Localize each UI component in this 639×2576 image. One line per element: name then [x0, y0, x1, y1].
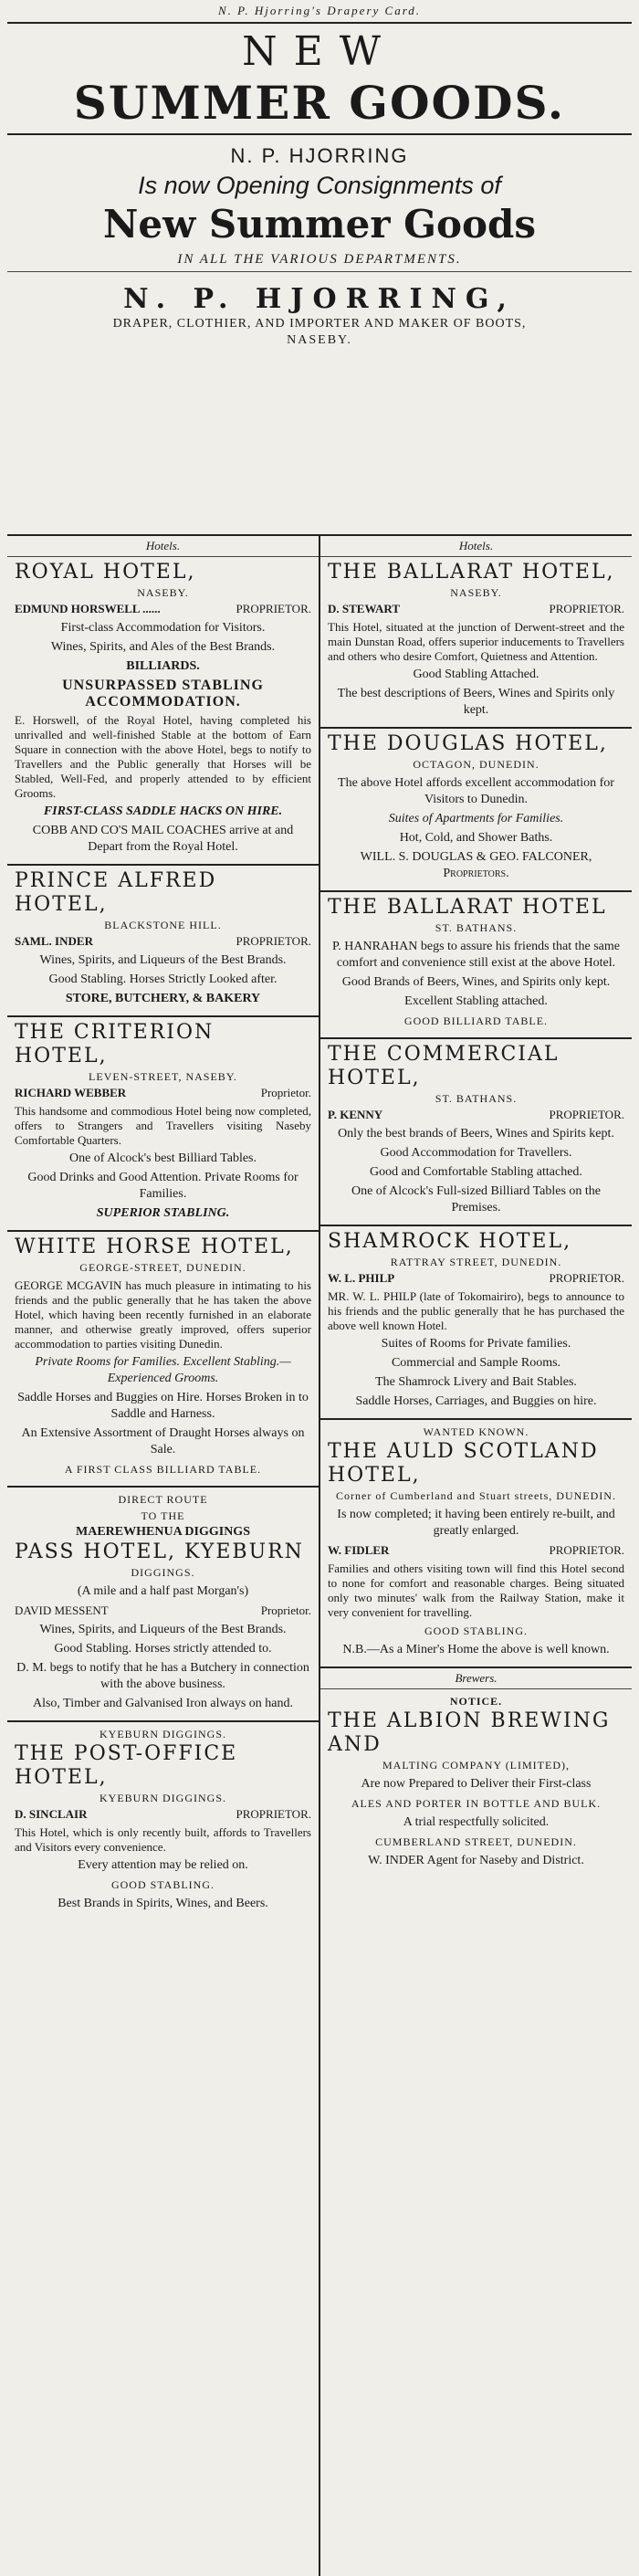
ad-title: THE DOUGLAS HOTEL, [328, 732, 608, 755]
ad-commercial-hotel [320, 1039, 632, 1226]
ad-post-office-hotel [7, 1722, 319, 1920]
right-column [320, 534, 632, 2576]
ad-line: Good and Comfortable Stabling attached. [370, 1165, 582, 1179]
ad-subtitle: ST. BATHANS. [435, 1092, 518, 1105]
ad-line: (A mile and a half past Morgan's) [77, 1584, 249, 1598]
ad-paragraph: MR. W. L. PHILP (late of Tokomairiro), begs to announce to his friends and the public generally that he has purchased the above well known Hotel. [328, 1289, 624, 1332]
advert-columns [7, 534, 632, 2576]
proprietor-name: D. SINCLAIR [15, 1807, 88, 1821]
town-line: NASEBY. [287, 333, 352, 347]
proprietor-line [15, 933, 311, 950]
ad-title: THE BALLARAT HOTEL, [328, 561, 615, 584]
ad-line: Are now Prepared to Deliver their First-class [361, 1777, 592, 1791]
ad-line: Saddle Horses and Buggies on Hire. Horses Broken in to Saddle and Harness. [17, 1391, 309, 1421]
ad-subtitle: RATTRAY STREET, DUNEDIN. [390, 1256, 562, 1268]
ad-line: Good Stabling Attached. [413, 668, 539, 681]
proprietor-name: RICHARD WEBBER [15, 1086, 127, 1099]
ad-preline: WANTED KNOWN. [423, 1425, 529, 1438]
ad-prince-alfred-hotel [7, 866, 319, 1017]
left-column [7, 534, 319, 2576]
ad-paragraph: GEORGE MCGAVIN has much pleasure in intimating to his friends and the public generally that he has taken the above Hotel, which having been recently furnished in an elaborate manner, and otherwise greatly improved, offers superior accommodation to parties visiting Dunedin. [15, 1278, 311, 1351]
ad-preline: TO THE [141, 1509, 185, 1522]
proprietor-name: W. FIDLER [328, 1543, 390, 1557]
proprietor-role: PROPRIETOR. [549, 1108, 624, 1121]
ad-subtitle: MALTING COMPANY (LIMITED), [382, 1759, 570, 1772]
ad-line: An Extensive Assortment of Draught Horses always on Sale. [21, 1426, 305, 1456]
ad-line: WILL. S. DOUGLAS & GEO. FALCONER, Proprietors. [360, 850, 592, 880]
proprietor-role: PROPRIETOR. [236, 934, 311, 948]
ad-line: Excellent Stabling attached. [404, 994, 548, 1008]
ad-title: WHITE HORSE HOTEL, [15, 1235, 294, 1258]
proprietor-role: PROPRIETOR. [549, 1271, 624, 1285]
ad-preline: DIRECT ROUTE [118, 1493, 208, 1506]
ad-subtitle: ST. BATHANS. [435, 921, 518, 934]
ad-line: Is now completed; it having been entirely re-built, and greatly enlarged. [337, 1508, 615, 1538]
ad-line: Hot, Cold, and Shower Baths. [399, 831, 553, 845]
ad-preline: NOTICE. [449, 1695, 503, 1708]
ad-line: SUPERIOR STABLING. [96, 1206, 230, 1220]
proprietor-line [328, 1107, 624, 1123]
headline-new: NEW [242, 28, 397, 75]
ad-line: N.B.—As a Miner's Home the above is well known. [342, 1643, 610, 1656]
proprietor-name: SAML. INDER [15, 934, 93, 948]
ad-title: ROYAL HOTEL, [15, 561, 196, 584]
ad-criterion-hotel [7, 1017, 319, 1232]
proprietor-role: PROPRIETOR. [549, 602, 624, 615]
ad-paragraph: E. Horswell, of the Royal Hotel, having completed his unrivalled and well-finished Stable at the bottom of Earn Square in connection with the above Hotel, begs to notify to Travellers and the Public generally that Horses will be Stabled, Well-Fed, and properly attended to by efficient Grooms. [15, 713, 311, 800]
trade-line: DRAPER, CLOTHIER, AND IMPORTER AND MAKER OF BOOTS, [112, 317, 527, 331]
proprietor-role: Proprietor. [260, 1086, 311, 1099]
ad-line: First-class Accommodation for Visitors. [60, 621, 266, 635]
proprietor-line [328, 1542, 624, 1559]
ad-line: The Shamrock Livery and Bait Stables. [375, 1375, 577, 1389]
ad-line: STORE, BUTCHERY, & BAKERY [65, 992, 261, 1005]
ad-line: COBB AND CO'S MAIL COACHES arrive at and Depart from the Royal Hotel. [32, 824, 294, 854]
proprietor-name: DAVID MESSENT [15, 1603, 109, 1617]
ad-line: Also, Timber and Galvanised Iron always on hand. [32, 1697, 294, 1710]
ad-paragraph: This handsome and commodious Hotel being now completed, offers to Strangers and Travellers visiting Naseby Comfortable Quarters. [15, 1104, 311, 1147]
proprietor-line [15, 1603, 311, 1619]
ad-line: The above Hotel affords excellent accommodation for Visitors to Dunedin. [338, 776, 614, 806]
ad-line: Saddle Horses, Carriages, and Buggies on hire. [355, 1394, 597, 1408]
opening-line: Is now Opening Consignments of [138, 172, 501, 199]
divider [7, 22, 632, 24]
ad-title: THE COMMERCIAL HOTEL, [328, 1043, 560, 1089]
ad-subtitle: KYEBURN DIGGINGS. [100, 1792, 226, 1804]
ad-line: Good Brands of Beers, Wines, and Spirits only kept. [341, 975, 611, 989]
ad-line: Suites of Apartments for Families. [388, 812, 564, 825]
ad-line: Suites of Rooms for Private families. [381, 1337, 571, 1351]
ad-line: Wines, Spirits, and Liqueurs of the Best Brands. [39, 953, 287, 967]
ad-line: Good Drinks and Good Attention. Private Rooms for Families. [27, 1171, 299, 1201]
ad-line: Best Brands in Spirits, Wines, and Beers. [58, 1897, 268, 1910]
ad-line: One of Alcock's best Billiard Tables. [68, 1151, 257, 1165]
ad-preline: KYEBURN DIGGINGS. [100, 1728, 226, 1740]
ad-line: Good Stabling. Horses Strictly Looked after. [48, 973, 278, 986]
ad-title: THE AULD SCOTLAND HOTEL, [328, 1440, 599, 1487]
ad-line: Good Stabling. Horses strictly attended to. [54, 1642, 272, 1656]
proprietor-name: W. L. PHILP [328, 1271, 395, 1285]
divider [7, 133, 632, 135]
section-hotels: Hotels. [7, 536, 319, 557]
ad-paragraph: This Hotel, which is only recently built, affords to Travellers and Visitors every convenience. [15, 1825, 311, 1854]
ad-preline: MAEREWHENUA DIGGINGS [76, 1525, 250, 1539]
ad-auld-scotland-hotel [320, 1420, 632, 1668]
ad-pass-hotel [7, 1488, 319, 1722]
top-tag: N. P. Hjorring's Drapery Card. [217, 4, 422, 17]
proprietor-role: Proprietor. [260, 1603, 311, 1617]
ad-line: D. M. begs to notify that he has a Butchery in connection with the above business. [16, 1661, 309, 1691]
ad-albion-brewing [320, 1689, 632, 1877]
proprietor-line [15, 601, 311, 617]
divider [7, 271, 632, 272]
ad-ballarat-hotel-naseby [320, 557, 632, 729]
proprietor-name: EDMUND HORSWELL ...... [15, 602, 161, 615]
ad-title: PRINCE ALFRED HOTEL, [15, 869, 217, 916]
ad-line: Good Accommodation for Travellers. [380, 1146, 572, 1160]
ad-line: GOOD STABLING. [110, 1878, 215, 1891]
ad-line: P. HANRAHAN begs to assure his friends that the same comfort and convenience still exist at the above Hotel. [332, 940, 620, 970]
ad-title: SHAMROCK HOTEL, [328, 1230, 572, 1253]
ad-line: GOOD STABLING. [424, 1624, 529, 1637]
ad-line: W. INDER Agent for Naseby and District. [368, 1854, 584, 1867]
proprietor-role: PROPRIETOR. [236, 602, 311, 615]
departments-line: IN ALL THE VARIOUS DEPARTMENTS. [177, 252, 462, 267]
ad-line: The best descriptions of Beers, Wines and Spirits only kept. [337, 687, 615, 717]
ad-subtitle: DIGGINGS. [131, 1566, 195, 1579]
ad-line: ALES AND PORTER IN BOTTLE AND BULK. [351, 1797, 602, 1810]
ad-paragraph: Families and others visiting town will find this Hotel second to none for comfort and reasonable charges. Being situated only two minutes' walk from the Railway Station, make it very convenient for travelling. [328, 1561, 624, 1619]
section-brewers: Brewers. [320, 1668, 632, 1689]
proprietor-line [15, 1085, 311, 1101]
ad-line: Private Rooms for Families. Excellent Stabling.—Experienced Grooms. [35, 1355, 291, 1385]
ad-title: THE CRITERION HOTEL, [15, 1021, 215, 1067]
new-summer-goods: New Summer Goods [102, 202, 537, 247]
ad-line: Only the best brands of Beers, Wines and Spirits kept. [338, 1127, 614, 1141]
proprietor-role: PROPRIETOR. [549, 1543, 624, 1557]
ad-line: GOOD BILLIARD TABLE. [403, 1015, 549, 1027]
ad-title: PASS HOTEL, KYEBURN [15, 1540, 304, 1563]
ad-subtitle: NASEBY. [450, 586, 502, 599]
ad-paragraph: This Hotel, situated at the junction of Derwent-street and the main Dunstan Road, offers superior inducements to Travellers and others who desire Comfort, Quietness and Attention. [328, 620, 624, 663]
proprietor-line [328, 1270, 624, 1287]
ad-line: BILLIARDS. [126, 659, 200, 673]
ad-douglas-hotel [320, 729, 632, 892]
ad-subtitle: BLACKSTONE HILL. [104, 919, 222, 931]
ad-subtitle: OCTAGON, DUNEDIN. [413, 758, 539, 771]
ad-line: FIRST-CLASS SADDLE HACKS ON HIRE. [43, 804, 283, 818]
ad-title: THE BALLARAT HOTEL [328, 896, 607, 919]
ad-title: THE POST-OFFICE HOTEL, [15, 1742, 238, 1789]
ad-shamrock-hotel [320, 1226, 632, 1420]
ad-line: One of Alcock's Full-sized Billiard Tables on the Premises. [351, 1184, 602, 1214]
ad-subtitle: NASEBY. [137, 586, 189, 599]
proprietor-role: PROPRIETOR. [236, 1807, 311, 1821]
section-hotels: Hotels. [320, 536, 632, 557]
ad-line: UNSURPASSED STABLING ACCOMMODATION. [62, 678, 264, 710]
proprietor-name: D. STEWART [328, 602, 401, 615]
ad-line: Wines, Spirits, and Liqueurs of the Best Brands. [39, 1623, 287, 1636]
ad-title: THE ALBION BREWING AND [328, 1709, 611, 1756]
header [0, 0, 639, 348]
ad-ballarat-hotel-st-bathans [320, 892, 632, 1039]
proprietor-line [15, 1806, 311, 1823]
ad-line: Commercial and Sample Rooms. [391, 1356, 561, 1370]
ad-line: Every attention may be relied on. [78, 1858, 248, 1872]
proprietor-line [328, 601, 624, 617]
ad-subtitle: Corner of Cumberland and Stuart streets, DUNEDIN. [336, 1489, 616, 1502]
ad-line: A trial respectfully solicited. [403, 1815, 550, 1829]
proprietor-name: P. KENNY [328, 1108, 383, 1121]
ad-subtitle: LEVEN-STREET, NASEBY. [89, 1070, 237, 1083]
ad-royal-hotel [7, 557, 319, 866]
ad-subtitle: GEORGE-STREET, DUNEDIN. [79, 1261, 246, 1274]
ad-line: A FIRST CLASS BILLIARD TABLE. [64, 1463, 262, 1476]
merchant-name-large: N. P. HJORRING, [123, 283, 516, 315]
ad-white-horse-hotel [7, 1232, 319, 1488]
ad-line: Wines, Spirits, and Ales of the Best Brands. [50, 640, 276, 654]
merchant-name: N. P. HJORRING [230, 144, 409, 167]
headline-summer-goods: SUMMER GOODS. [73, 76, 566, 130]
ad-line: CUMBERLAND STREET, DUNEDIN. [375, 1835, 577, 1848]
